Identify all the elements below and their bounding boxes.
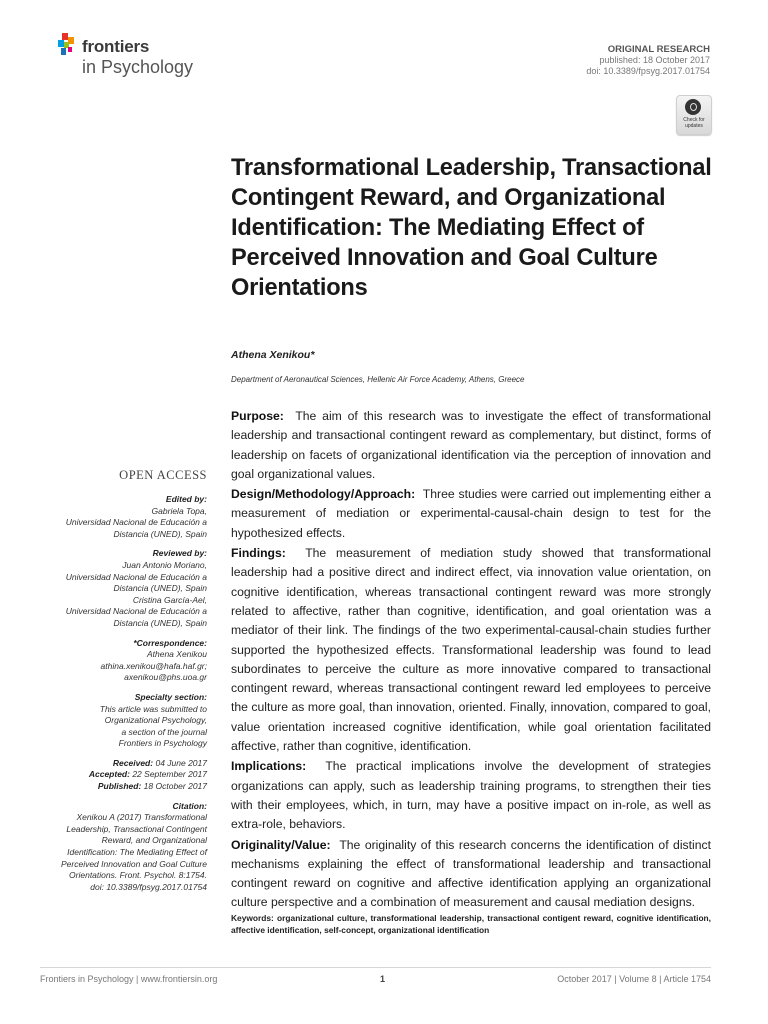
accepted-date <box>40 769 207 781</box>
author-affiliation: Department of Aeronautical Sciences, Hellenic Air Force Academy, Athens, Greece <box>231 375 525 384</box>
editor-line: Distancia (UNED), Spain <box>113 528 207 539</box>
received-value: 04 June 2017 <box>155 757 207 768</box>
article-doi: doi: 10.3389/fpsyg.2017.01754 <box>586 66 710 76</box>
design-text: Three studies were carried out implementing either a measurement of mediation or experimental-causal-chain design to test for the hypothesized effects. <box>231 487 711 540</box>
correspondence-email-link[interactable]: axenikou@phs.uoa.gr <box>124 672 207 683</box>
abstract-implications <box>231 757 711 834</box>
editor-line: Universidad Nacional de Educación a <box>65 517 207 528</box>
published-date: published: 18 October 2017 <box>599 55 710 65</box>
specialty-line: a section of the journal <box>121 726 207 737</box>
footer-journal-link[interactable]: Frontiers in Psychology | www.frontiersin.org <box>40 974 218 984</box>
journal-name-line1: frontiers <box>82 37 150 56</box>
specialty-line: Frontiers in Psychology <box>118 738 207 749</box>
author-name[interactable]: Athena Xenikou* <box>231 349 315 361</box>
specialty-line: Organizational Psychology, <box>104 715 207 726</box>
reviewed-by-label: Reviewed by: <box>152 548 207 559</box>
implications-label: Implications: <box>231 759 307 774</box>
received-label: Received: <box>112 757 154 768</box>
implications-text: The practical implications involve the development of strategies organizations can apply, such as leadership training programs, to strengthen their ties with their employees, which, in turn, may have a positive impact on in-role, as well as extra-role, behaviors. <box>231 759 711 832</box>
citation-line: Identification: The Mediating Effect of <box>67 847 207 858</box>
accepted-value: 22 September 2017 <box>132 769 207 780</box>
edited-by-label: Edited by: <box>165 494 207 504</box>
crossmark-icon <box>685 99 701 115</box>
check-for-updates-button[interactable] <box>676 95 712 135</box>
citation-doi-link[interactable]: doi: 10.3389/fpsyg.2017.01754 <box>90 881 207 892</box>
journal-logo <box>56 33 206 83</box>
footer-issue-info: October 2017 | Volume 8 | Article 1754 <box>557 974 711 984</box>
article-title: Transformational Leadership, Transactional Contingent Reward, and Organizational Identification: The Mediating Effect of Perceived Innovation and Goal Culture Orientations <box>231 155 712 301</box>
abstract-originality <box>231 836 711 913</box>
footer-divider <box>40 967 711 968</box>
originality-text: The originality of this research concerns the identification of distinct mechanisms explaining the effect of transformational leadership and transactional contingent reward on cognitive and affective identification applying an organizational culture perspective and a combination of measurement and causal mediation designs. <box>231 837 711 910</box>
citation-line: Perceived Innovation and Goal Culture <box>60 858 207 869</box>
specialty-line: This article was submitted to <box>99 703 207 714</box>
reviewer-line: Cristina García-Ael, <box>132 594 207 605</box>
article-type: ORIGINAL RESEARCH <box>607 44 710 55</box>
reviewer-line: Distancia (UNED), Spain <box>113 583 207 594</box>
published-value: 18 October 2017 <box>143 781 207 792</box>
reviewer-line: Juan Antonio Moriano, <box>122 559 207 570</box>
purpose-label: Purpose: <box>231 409 284 423</box>
open-access-label: OPEN ACCESS <box>119 468 207 482</box>
article-info-sidebar <box>40 494 207 893</box>
correspondence-name: Athena Xenikou <box>146 649 207 660</box>
abstract <box>231 407 711 914</box>
citation-line: Xenikou A (2017) Transformational <box>76 812 207 823</box>
correspondence-email-link[interactable]: athina.xenikou@hafa.haf.gr; <box>100 660 207 671</box>
accepted-label: Accepted: <box>88 769 130 780</box>
check-for-updates-line1: Check for <box>683 117 705 123</box>
citation-line: Orientations. Front. Psychol. 8:1754. <box>69 870 207 881</box>
article-header <box>586 44 710 77</box>
received-date <box>40 758 207 770</box>
abstract-design <box>231 485 711 543</box>
reviewer-line: Universidad Nacional de Educación a <box>65 571 207 582</box>
keywords: Keywords: organizational culture, transformational leadership, transactional contigent reward, cognitive identification, affective identification, self-concept, organizational identification <box>231 913 711 935</box>
page-number: 1 <box>380 974 386 984</box>
originality-label: Originality/Value: <box>231 837 331 852</box>
specialty-section-label: Specialty section: <box>134 691 207 702</box>
findings-label: Findings: <box>231 546 286 561</box>
abstract-purpose <box>231 407 711 484</box>
citation-label: Citation: <box>172 800 207 811</box>
reviewer-line: Distancia (UNED), Spain <box>113 617 207 628</box>
check-for-updates-line2: updates <box>685 123 703 129</box>
findings-text: The measurement of mediation study showed that transformational leadership had a positive direct and indirect effect, via innovation value orientation, on cognitive identification, whereas transactional contingent reward was more strongly related to affective, rather than cognitive, identification, and goal orientation was a mediator of their link. The findings of the two experimental-causal-chain studies further supported the hypothesized effects. Transformational leadership was found to lead subordinates to perceive the culture as more innovative compared to transactional contingent reward, whereas transactional contingent reward led employees to perceive the culture as more goal, than innovation, oriented. Finally, innovation, compared to goal, value orientation increased cognitive identification, while goal orientation facilitated affective, rather than cognitive, identification. <box>231 546 711 754</box>
correspondence-label: *Correspondence: <box>133 637 207 648</box>
reviewer-line: Universidad Nacional de Educación a <box>65 606 207 617</box>
published-label: Published: <box>97 781 142 792</box>
citation-line: Reward, and Organizational <box>101 835 207 846</box>
design-label: Design/Methodology/Approach: <box>231 487 416 502</box>
published-date-side <box>40 781 207 793</box>
purpose-text: The aim of this research was to investigate the effect of transformational leadership and transactional contingent reward as complementary, but distinct, forms of leadership on facets of organizational identification via the perception of innovation and goal organizational values. <box>231 409 711 481</box>
abstract-findings <box>231 544 711 756</box>
editor-line: Gabriela Topa, <box>151 505 207 516</box>
journal-name-line2: in Psychology <box>82 57 194 77</box>
citation-line: Leadership, Transactional Contingent <box>66 823 207 834</box>
frontiers-logo-icon <box>56 33 78 63</box>
